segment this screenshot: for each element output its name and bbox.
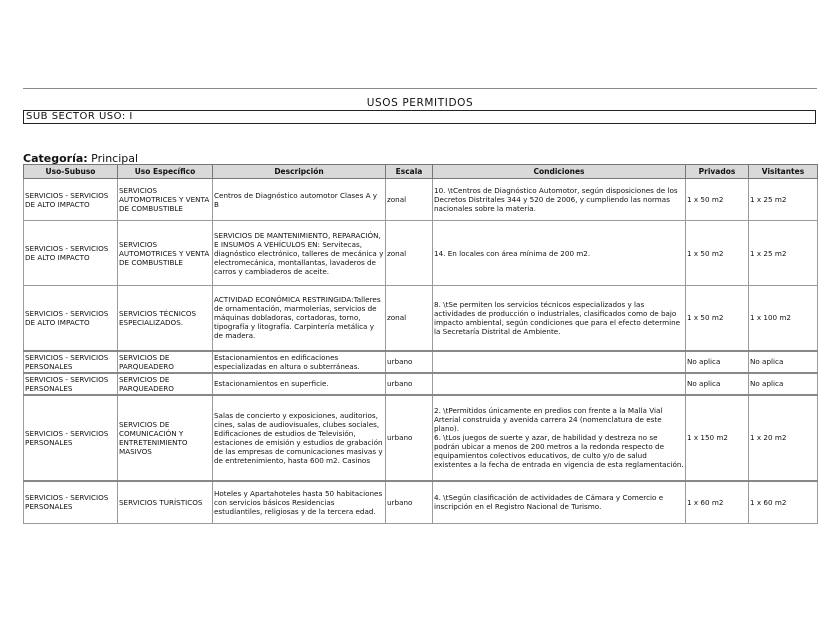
cell-especifico: SERVICIOS DE PARQUEADERO	[118, 373, 213, 395]
header-descripcion: Descripción	[213, 165, 386, 179]
cell-uso: SERVICIOS - SERVICIOS DE ALTO IMPACTO	[24, 179, 118, 221]
table-row	[24, 286, 818, 351]
cell-descripcion: Estacionamientos en superficie.	[213, 373, 386, 395]
cell-especifico: SERVICIOS AUTOMOTRICES Y VENTA DE COMBUSTIBLE	[118, 221, 213, 286]
table-row	[24, 351, 818, 373]
cell-condiciones	[433, 351, 686, 373]
cell-especifico: SERVICIOS TURÍSTICOS	[118, 481, 213, 524]
header-escala: Escala	[386, 165, 433, 179]
cell-visitantes: No aplica	[749, 351, 818, 373]
cell-escala: zonal	[386, 286, 433, 351]
table-row	[24, 221, 818, 286]
header-condiciones: Condiciones	[433, 165, 686, 179]
cell-descripcion: SERVICIOS DE MANTENIMIENTO, REPARACIÓN, E INSUMOS A VEHÍCULOS EN: Servitecas, diagnóstico electrónico, talleres de mecánica y electromecánica, montallantas, lavaderos de carros y cambiaderos de aceite.	[213, 221, 386, 286]
category-label: Categoría:	[23, 152, 88, 165]
cell-visitantes: 1 x 20 m2	[749, 395, 818, 481]
top-divider	[23, 88, 817, 89]
cell-condiciones: 4. \tSegún clasificación de actividades de Cámara y Comercio e inscripción en el Registro Nacional de Turismo.	[433, 481, 686, 524]
cell-especifico: SERVICIOS AUTOMOTRICES Y VENTA DE COMBUSTIBLE	[118, 179, 213, 221]
cell-escala: urbano	[386, 395, 433, 481]
cell-privados: No aplica	[686, 373, 749, 395]
cell-uso: SERVICIOS - SERVICIOS DE ALTO IMPACTO	[24, 221, 118, 286]
permitted-uses-table	[23, 164, 818, 524]
category-value: Principal	[91, 152, 139, 165]
cell-privados: No aplica	[686, 351, 749, 373]
cell-descripcion: Hoteles y Apartahoteles hasta 50 habitaciones con servicios básicos Residencias estudiantiles, religiosas y de la tercera edad.	[213, 481, 386, 524]
cell-especifico: SERVICIOS TÉCNICOS ESPECIALIZADOS.	[118, 286, 213, 351]
cell-privados: 1 x 60 m2	[686, 481, 749, 524]
cell-uso: SERVICIOS - SERVICIOS DE ALTO IMPACTO	[24, 286, 118, 351]
cell-privados: 1 x 50 m2	[686, 179, 749, 221]
cell-uso: SERVICIOS - SERVICIOS PERSONALES	[24, 481, 118, 524]
cell-visitantes: 1 x 100 m2	[749, 286, 818, 351]
cell-escala: urbano	[386, 481, 433, 524]
cell-uso: SERVICIOS - SERVICIOS PERSONALES	[24, 395, 118, 481]
cell-visitantes: No aplica	[749, 373, 818, 395]
cell-especifico: SERVICIOS DE PARQUEADERO	[118, 351, 213, 373]
table-row	[24, 179, 818, 221]
header-uso-especifico: Uso Específico	[118, 165, 213, 179]
cell-visitantes: 1 x 60 m2	[749, 481, 818, 524]
cell-visitantes: 1 x 25 m2	[749, 179, 818, 221]
header-privados: Privados	[686, 165, 749, 179]
cell-escala: zonal	[386, 179, 433, 221]
cell-condiciones: 8. \tSe permiten los servicios técnicos especializados y las actividades de producción o industriales, clasificados como de bajo impacto ambiental, según condiciones que para el efecto determine la Secretaría Distrital de Ambiente.	[433, 286, 686, 351]
sub-sector-box: SUB SECTOR USO: I	[23, 110, 816, 124]
cell-condiciones: 10. \tCentros de Diagnóstico Automotor, según disposiciones de los Decretos Distritales 344 y 520 de 2006, y cumpliendo las normas nacionales sobre la materia.	[433, 179, 686, 221]
cell-descripcion: Estacionamientos en edificaciones especializadas en altura o subterráneas.	[213, 351, 386, 373]
cell-privados: 1 x 150 m2	[686, 395, 749, 481]
cell-condiciones	[433, 373, 686, 395]
table-row	[24, 373, 818, 395]
cell-descripcion: Salas de concierto y exposiciones, auditorios, cines, salas de audiovisuales, clubes sociales, Edificaciones de estudios de Televisión, estaciones de emisión y estudios de grabación de las empresas de comunicaciones masivas y de entretenimiento, hasta 600 m2. Casinos	[213, 395, 386, 481]
cell-privados: 1 x 50 m2	[686, 286, 749, 351]
table-row	[24, 481, 818, 524]
table-header-row	[24, 165, 818, 179]
header-visitantes: Visitantes	[749, 165, 818, 179]
cell-especifico: SERVICIOS DE COMUNICACIÓN Y ENTRETENIMIENTO MASIVOS	[118, 395, 213, 481]
cell-descripcion: Centros de Diagnóstico automotor Clases A y B	[213, 179, 386, 221]
header-uso-subuso: Uso-Subuso	[24, 165, 118, 179]
cell-uso: SERVICIOS - SERVICIOS PERSONALES	[24, 351, 118, 373]
cell-condiciones: 2. \tPermitidos únicamente en predios con frente a la Malla Vial Arterial construida y avenida carrera 24 (nomenclatura de este plano). 6. \tLos juegos de suerte y azar, de habilidad y destreza no se podrán ubicar a menos de 200 metros a la redonda respecto de equipamientos colectivos educativos, de culto y/o de salud existentes a la fecha de entrada en vigencia de esta reglamentación.	[433, 395, 686, 481]
page-title: USOS PERMITIDOS	[366, 97, 474, 109]
cell-escala: urbano	[386, 373, 433, 395]
cell-uso: SERVICIOS - SERVICIOS PERSONALES	[24, 373, 118, 395]
cell-escala: zonal	[386, 221, 433, 286]
table-row	[24, 395, 818, 481]
cell-visitantes: 1 x 25 m2	[749, 221, 818, 286]
cell-descripcion: ACTIVIDAD ECONÓMICA RESTRINGIDA:Talleres de ornamentación, marmolerías, servicios de máquinas dobladoras, cortadoras, torno, tipografía y litografía. Carpintería metálica y de madera.	[213, 286, 386, 351]
cell-privados: 1 x 50 m2	[686, 221, 749, 286]
cell-escala: urbano	[386, 351, 433, 373]
cell-condiciones: 14. En locales con área mínima de 200 m2.	[433, 221, 686, 286]
